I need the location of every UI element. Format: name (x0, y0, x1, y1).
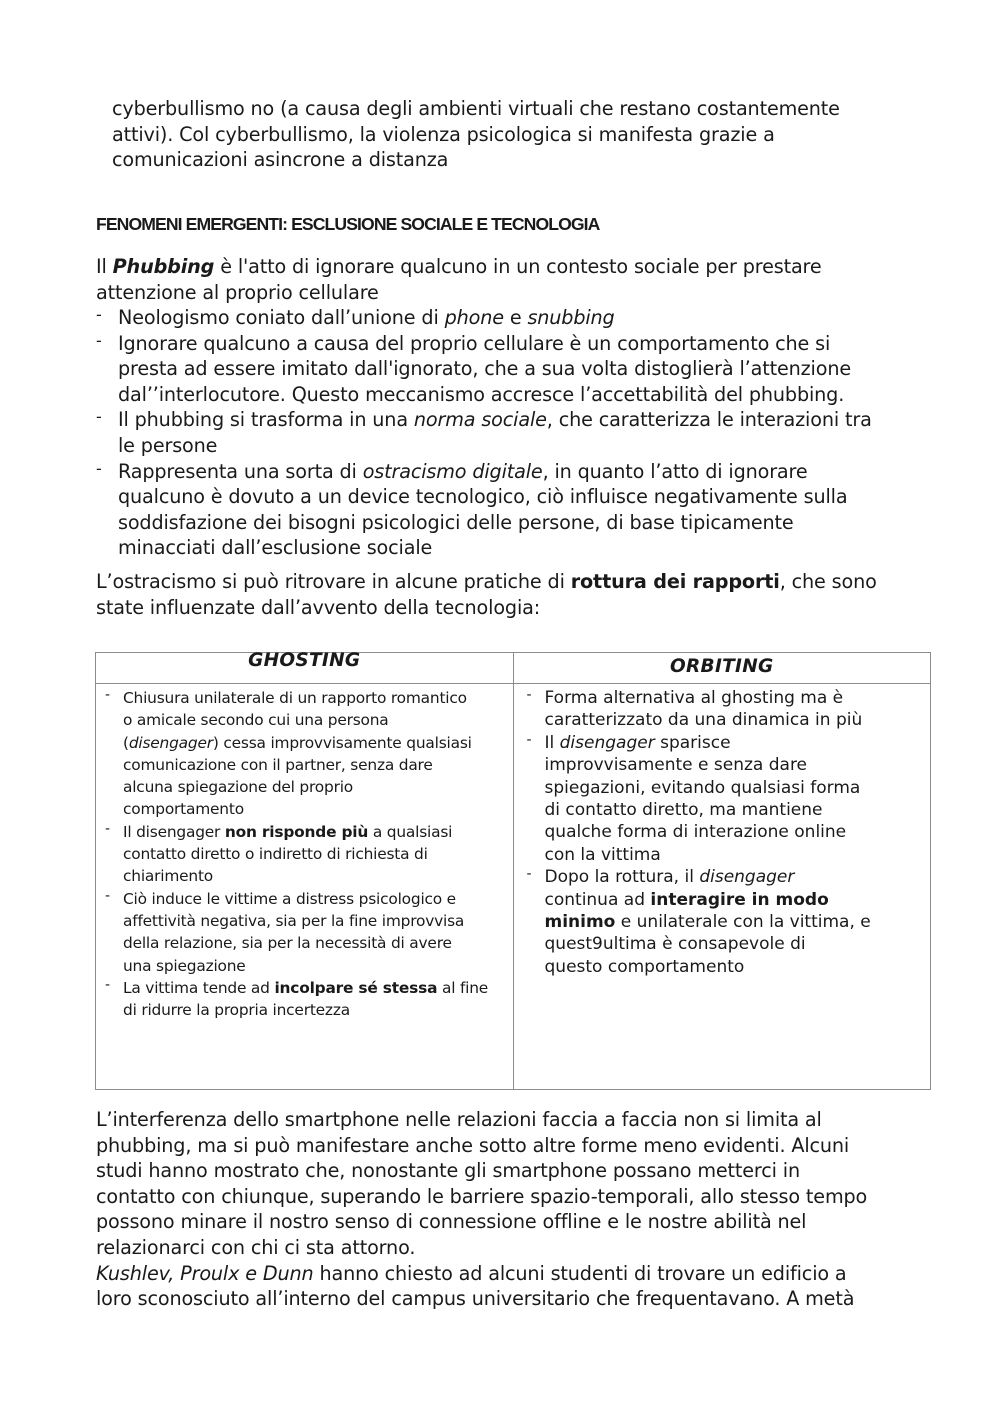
text-line: questo comportamento (544, 956, 745, 977)
dash-bullet-icon: - (105, 820, 110, 837)
text-line: attivi). Col cyberbullismo, la violenza psicologica si manifesta grazie a (112, 122, 775, 146)
text-run: hanno chiesto ad alcuni studenti di trovare un edificio a (313, 1261, 847, 1285)
continuation-paragraph (112, 96, 840, 173)
text-line: della relazione, sia per la necessità di avere (123, 934, 452, 953)
text-run: rottura dei rapporti (570, 570, 780, 593)
text-run: minimo (544, 912, 616, 933)
text-run: disengager (699, 867, 795, 888)
text-run: incolpare sé stessa (274, 978, 438, 997)
text-line: spiegazioni, evitando qualsiasi forma (544, 777, 861, 798)
text-line: affettività negativa, sia per la fine improvvisa (123, 911, 465, 930)
text-run: La vittima tende ad (123, 978, 275, 997)
list-item (101, 977, 512, 1022)
text-run: al fine (437, 978, 489, 997)
text-run: ) cessa improvvisamente qualsiasi (212, 733, 472, 752)
text-line: possono minare il nostro senso di connessione offline e le nostre abilità nel (96, 1210, 807, 1234)
text-run: disengager (128, 733, 213, 752)
text-line: qualche forma di interazione online (544, 822, 847, 843)
text-run: ostracismo digitale (362, 459, 543, 483)
list-item (523, 732, 930, 866)
smartphone-interference-paragraph (96, 1107, 867, 1312)
text-line: chiarimento (123, 867, 213, 886)
text-run: , che sono (779, 570, 877, 593)
text-run: Il (544, 732, 560, 753)
text-run: Dopo la rottura, il (544, 867, 700, 888)
text-line: caratterizzato da una dinamica in più (544, 710, 863, 731)
text-line: alcuna spiegazione del proprio (123, 778, 353, 797)
text-run: snubbing (527, 306, 615, 329)
text-line: le persone (118, 433, 218, 457)
text-line: Forma alternativa al ghosting ma è (544, 688, 844, 708)
list-item (101, 888, 512, 977)
ghosting-list (97, 685, 512, 1021)
text-run: Il (96, 255, 113, 278)
text-run: è l'atto di ignorare qualcuno in un contesto sociale per prestare (214, 255, 822, 278)
text-line: studi hanno mostrato che, nonostante gli smartphone possano metterci in (96, 1159, 800, 1183)
text-line: attenzione al proprio cellulare (96, 280, 379, 304)
text-line: improvvisamente e senza dare (544, 755, 808, 776)
dash-bullet-icon: - (105, 887, 110, 904)
text-line: cyberbullismo no (a causa degli ambienti virtuali che restano costantemente (112, 97, 840, 120)
list-item (523, 687, 930, 732)
text-run: Rappresenta una sorta di (118, 459, 363, 483)
dash-bullet-icon: - (105, 687, 110, 703)
list-item (96, 305, 872, 331)
list-item (101, 821, 512, 888)
text-run: sparisce (654, 732, 731, 753)
text-line: state influenzate dall’avvento della tecnologia: (96, 595, 541, 619)
text-run: continua ad (544, 889, 651, 910)
dash-bullet-icon: - (96, 330, 102, 350)
text-line: qualcuno è dovuto a un device tecnologico, ciò influisce negativamente sulla (118, 485, 848, 509)
text-run: e unilaterale con la vittima, e (615, 912, 871, 933)
dash-bullet-icon: - (526, 731, 532, 748)
text-line: di contatto diretto, ma mantiene (544, 800, 823, 821)
list-item (96, 407, 872, 458)
dash-bullet-icon: - (105, 976, 110, 993)
ostracism-paragraph (96, 569, 877, 620)
text-line: relazionarci con chi ci sta attorno. (96, 1235, 416, 1259)
text-run: Kushlev, Proulx e Dunn (96, 1261, 314, 1285)
text-run: , che caratterizza le interazioni tra (546, 408, 872, 432)
text-line: presta ad essere imitato dall'ignorato, che a sua volta distoglierà l’attenzione (118, 357, 851, 381)
text-line: di ridurre la propria incertezza (123, 1001, 350, 1020)
dash-bullet-icon: - (526, 687, 532, 703)
text-run: interagire in modo (650, 889, 829, 910)
table-header-row (96, 653, 931, 684)
text-line: contatto con chiunque, superando le barriere spazio-temporali, allo stesso tempo (96, 1184, 868, 1208)
text-line: soddisfazione dei bisogni psicologici delle persone, di base tipicamente (118, 510, 794, 534)
orbiting-cell (513, 684, 931, 1090)
phubbing-term: Phubbing (112, 255, 215, 278)
text-line: Chiusura unilaterale di un rapporto romantico (123, 689, 467, 707)
text-line: comunicazioni asincrone a distanza (112, 148, 449, 172)
text-run: disengager (559, 732, 655, 753)
list-item (96, 331, 872, 408)
text-line: minacciati dall’esclusione sociale (118, 536, 433, 560)
phubbing-intro (96, 254, 822, 305)
text-run: a qualsiasi (368, 822, 453, 841)
dash-bullet-icon: - (96, 458, 102, 478)
text-line: una spiegazione (123, 956, 246, 975)
ghosting-orbiting-table (95, 652, 931, 1090)
ghosting-header (96, 650, 514, 684)
list-item (523, 866, 930, 978)
text-line: comportamento (123, 800, 244, 819)
ghosting-cell (96, 684, 514, 1090)
text-run: Il phubbing si trasforma in una (118, 408, 414, 432)
text-line: dal’’interlocutore. Questo meccanismo accresce l’accettabilità del phubbing. (118, 382, 845, 406)
header-label: ORBITING (669, 656, 774, 677)
text-line: contatto diretto o indiretto di richiesta di (123, 845, 428, 864)
text-line (96, 569, 877, 595)
section-heading: FENOMENI EMERGENTI: ESCLUSIONE SOCIALE E TECNOLOGIA (96, 214, 600, 234)
text-line: L’interferenza dello smartphone nelle relazioni faccia a faccia non si limita al (96, 1108, 822, 1131)
text-line: o amicale secondo cui una persona (123, 711, 389, 730)
table-row (96, 684, 931, 1090)
text-run: Il disengager (123, 822, 225, 841)
dash-bullet-icon: - (526, 866, 532, 883)
text-run: non risponde più (224, 822, 369, 841)
text-line: quest9ultima è consapevole di (544, 934, 806, 955)
orbiting-list (515, 685, 930, 978)
text-run: phone (444, 306, 504, 329)
text-line: Ignorare qualcuno a causa del proprio cellulare è un comportamento che si (118, 331, 831, 355)
text-line: comunicazione con il partner, senza dare (123, 755, 433, 774)
text-run: Neologismo coniato dall’unione di (118, 306, 445, 329)
text-run: ( (123, 733, 129, 752)
header-label: GHOSTING (248, 650, 361, 671)
dash-bullet-icon: - (96, 407, 102, 427)
text-line: Ciò induce le vittime a distress psicologico e (123, 889, 456, 908)
text-run: e (503, 306, 528, 329)
text-line: con la vittima (544, 844, 661, 865)
list-item (96, 459, 872, 561)
orbiting-header (513, 653, 931, 684)
phubbing-bullet-list (96, 305, 872, 561)
dash-bullet-icon: - (96, 305, 102, 324)
text-run: norma sociale (413, 408, 547, 432)
text-run: , in quanto l’atto di ignorare (542, 459, 808, 483)
text-line: loro sconosciuto all’interno del campus universitario che frequentavano. A metà (96, 1287, 855, 1311)
list-item (101, 687, 512, 821)
text-line: phubbing, ma si può manifestare anche sotto altre forme meno evidenti. Alcuni (96, 1133, 850, 1157)
text-line (96, 254, 822, 280)
text-run: L’ostracismo si può ritrovare in alcune pratiche di (96, 570, 571, 593)
text-line (96, 1261, 867, 1287)
